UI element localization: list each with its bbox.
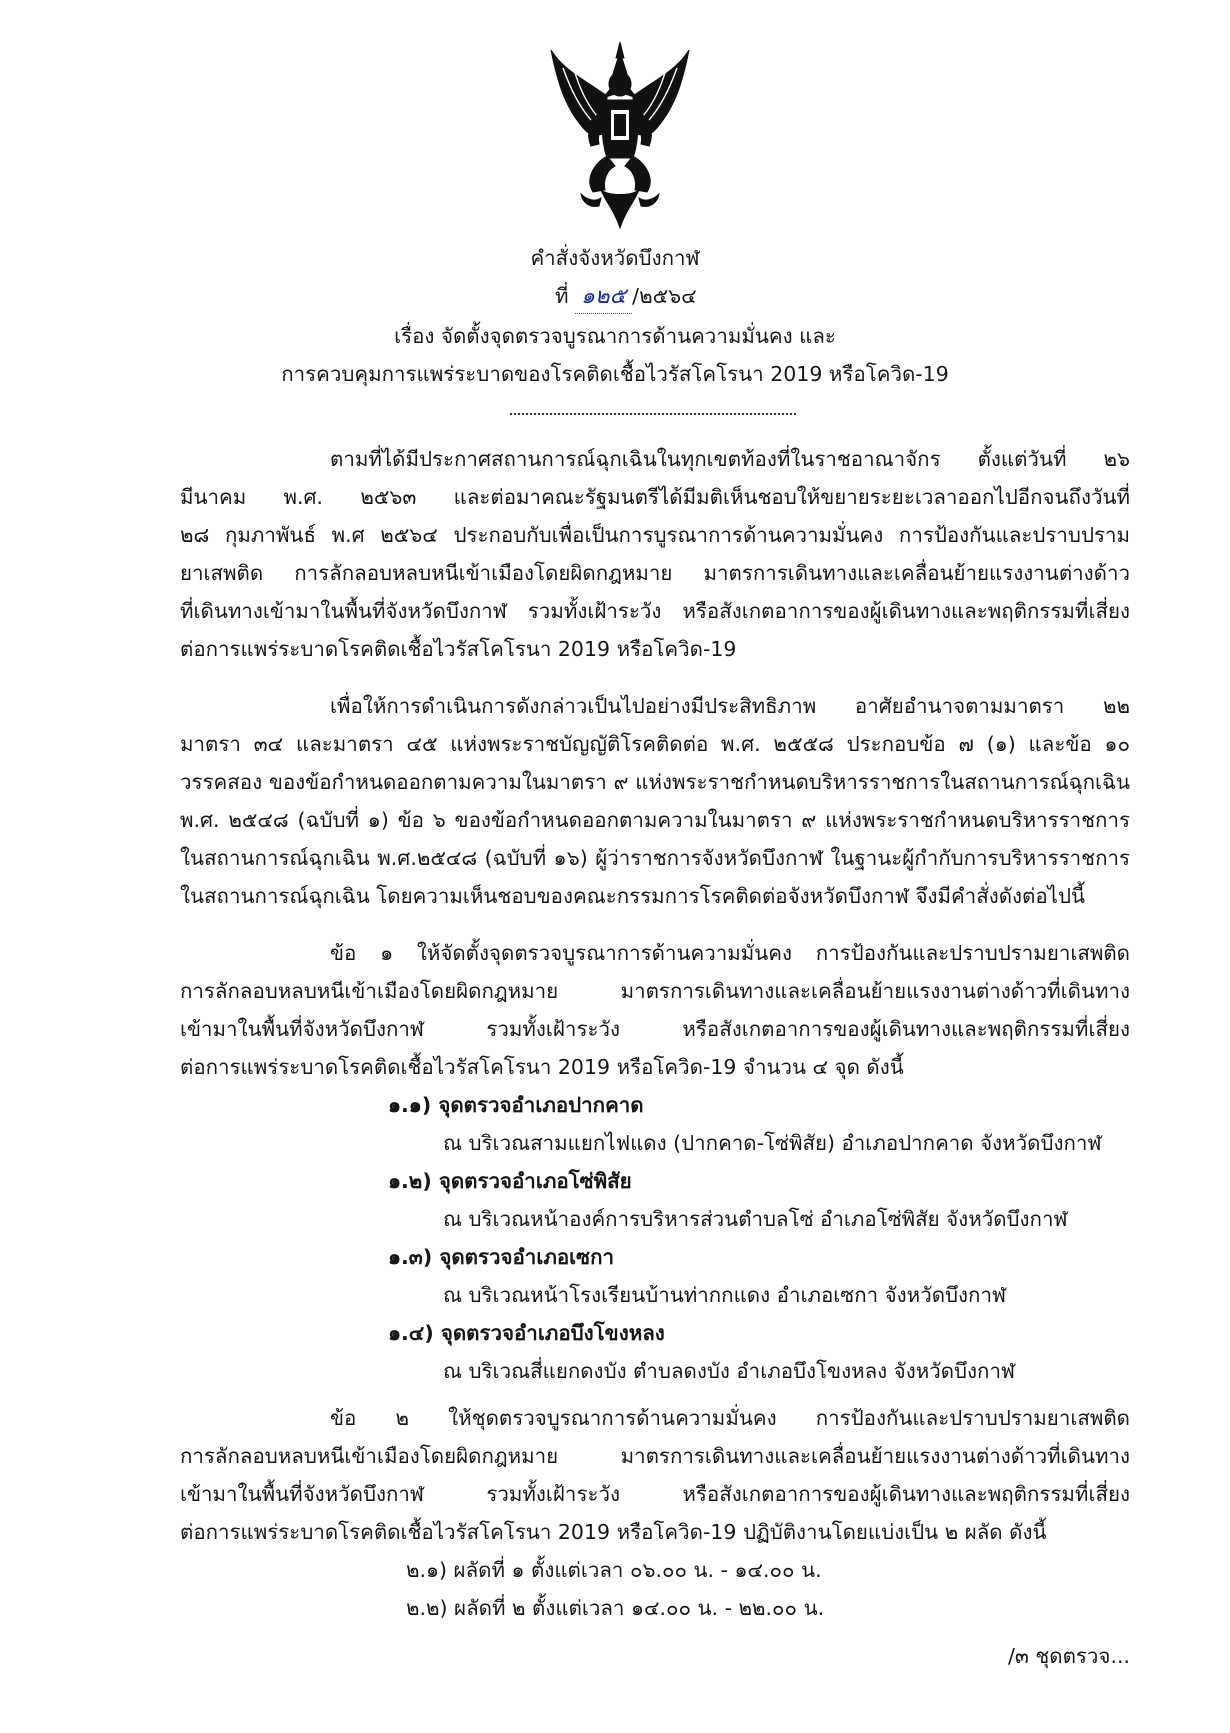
para2-line: มาตรา ๓๔ และมาตรา ๔๕ แห่งพระราชบัญญัติโรคติดต่อ พ.ศ. ๒๕๕๘ ประกอบข้อ ๗ (๑) และข้อ ๑๐: [180, 732, 1130, 756]
clause2-line: ต่อการแพร่ระบาดโรคติดเชื้อไวรัสโคโรนา 2019 หรือโควิด-19 ปฏิบัติงานโดยแบ่งเป็น ๒ ผลัด ดังนี้: [180, 1520, 1047, 1544]
para1-line: ๒๘ กุมภาพันธ์ พ.ศ ๒๕๖๔ ประกอบกับเพื่อเป็นการบูรณาการด้านความมั่นคง การป้องกันและปราบปราม: [180, 523, 1130, 547]
dotted-separator: [510, 413, 796, 415]
para2-line: เพื่อให้การดำเนินการดังกล่าวเป็นไปอย่างมีประสิทธิภาพ อาศัยอำนาจตามมาตรา ๒๒: [330, 694, 1130, 718]
clause1-line: ข้อ ๑ ให้จัดตั้งจุดตรวจบูรณาการด้านความมั่นคง การป้องกันและปราบปรามยาเสพติด: [330, 941, 1130, 965]
para2-line: วรรคสอง ของข้อกำหนดออกตามความในมาตรา ๙ แห่งพระราชกำหนดบริหารราชการในสถานการณ์ฉุกเฉิน: [180, 770, 1130, 794]
para2-line: พ.ศ. ๒๕๔๘ (ฉบับที่ ๑) ข้อ ๖ ของข้อกำหนดออกตามความในมาตรา ๙ แห่งพระราชกำหนดบริหารราชการ: [180, 808, 1130, 832]
checkpoint-title: ๑.๓) จุดตรวจอำเภอเซกา: [388, 1245, 614, 1269]
checkpoint-location: ณ บริเวณสามแยกไฟแดง (ปากคาด-โซ่พิสัย) อำเภอปากคาด จังหวัดบึงกาฬ: [443, 1131, 1102, 1155]
shift-line: ๒.๒) ผลัดที่ ๒ ตั้งแต่เวลา ๑๔.๐๐ น. - ๒๒.๐๐ น.: [406, 1596, 825, 1620]
shift-line: ๒.๑) ผลัดที่ ๑ ตั้งแต่เวลา ๐๖.๐๐ น. - ๑๔.๐๐ น.: [406, 1558, 822, 1582]
clause1-line: การลักลอบหลบหนีเข้าเมืองโดยผิดกฎหมาย มาตรการเดินทางและเคลื่อนย้ายแรงงานต่างด้าวที่เดินทาง: [180, 979, 1130, 1003]
para1-line: ยาเสพติด การลักลอบหลบหนีเข้าเมืองโดยผิดกฎหมาย มาตรการเดินทางและเคลื่อนย้ายแรงงานต่างด้าว: [180, 561, 1130, 585]
checkpoint-title: ๑.๒) จุดตรวจอำเภอโซ่พิสัย: [388, 1169, 632, 1193]
clause2-line: การลักลอบหลบหนีเข้าเมืองโดยผิดกฎหมาย มาตรการเดินทางและเคลื่อนย้ายแรงงานต่างด้าวที่เดินทาง: [180, 1444, 1130, 1468]
checkpoint-title: ๑.๑) จุดตรวจอำเภอปากคาด: [388, 1093, 644, 1117]
order-number: [555, 278, 697, 314]
clause2-line: ข้อ ๒ ให้ชุดตรวจบูรณาการด้านความมั่นคง การป้องกันและปราบปรามยาเสพติด: [330, 1406, 1130, 1430]
clause1-line: เข้ามาในพื้นที่จังหวัดบึงกาฬ รวมทั้งเฝ้าระวัง หรือสังเกตอาการของผู้เดินทางและพฤติกรรมที่เสี่ยง: [180, 1017, 1130, 1041]
order-number-handwritten: ๑๒๕: [575, 278, 632, 314]
para1-line: มีนาคม พ.ศ. ๒๕๖๓ และต่อมาคณะรัฐมนตรีได้มีมติเห็นชอบให้ขยายระยะเวลาออกไปอีกจนถึงวันที่: [180, 485, 1130, 509]
clause1-line: ต่อการแพร่ระบาดโรคติดเชื้อไวรัสโคโรนา 2019 หรือโควิด-19 จำนวน ๔ จุด ดังนี้: [180, 1055, 904, 1079]
para2-line: ในสถานการณ์ฉุกเฉิน พ.ศ.๒๕๔๘ (ฉบับที่ ๑๖) ผู้ว่าราชการจังหวัดบึงกาฬ ในฐานะผู้กำกับการบริหารราชการ: [180, 846, 1130, 870]
para1-line: ต่อการแพร่ระบาดโรคติดเชื้อไวรัสโคโรนา 2019 หรือโควิด-19: [180, 637, 737, 661]
order-number-suffix: /๒๕๖๔: [632, 284, 697, 308]
order-title: คำสั่งจังหวัดบึงกาฬ: [530, 246, 700, 270]
para2-line: ในสถานการณ์ฉุกเฉิน โดยความเห็นชอบของคณะกรรมการโรคติดต่อจังหวัดบึงกาฬ จึงมีคำสั่งดังต่อไปนี้: [180, 884, 1086, 908]
continuation-note: /๓ ชุดตรวจ...: [1007, 1644, 1130, 1668]
checkpoint-location: ณ บริเวณสี่แยกดงบัง ตำบลดงบัง อำเภอบึงโขงหลง จังหวัดบึงกาฬ: [443, 1359, 1015, 1383]
checkpoint-location: ณ บริเวณหน้าองค์การบริหารส่วนตำบลโซ่ อำเภอโซ่พิสัย จังหวัดบึงกาฬ: [443, 1207, 1068, 1231]
para1-line: ตามที่ได้มีประกาศสถานการณ์ฉุกเฉินในทุกเขตท้องที่ในราชอาณาจักร ตั้งแต่วันที่ ๒๖: [330, 447, 1130, 471]
para1-line: ที่เดินทางเข้ามาในพื้นที่จังหวัดบึงกาฬ รวมทั้งเฝ้าระวัง หรือสังเกตอาการของผู้เดินทางและพฤติกรรมที่เสี่ยง: [180, 599, 1130, 623]
subject-line-2: การควบคุมการแพร่ระบาดของโรคติดเชื้อไวรัสโคโรนา 2019 หรือโควิด-19: [281, 362, 949, 386]
clause2-line: เข้ามาในพื้นที่จังหวัดบึงกาฬ รวมทั้งเฝ้าระวัง หรือสังเกตอาการของผู้เดินทางและพฤติกรรมที่เสี่ยง: [180, 1482, 1130, 1506]
order-number-prefix: ที่: [555, 284, 569, 308]
checkpoint-location: ณ บริเวณหน้าโรงเรียนบ้านท่ากกแดง อำเภอเซกา จังหวัดบึงกาฬ: [443, 1283, 1006, 1307]
subject-line-1: เรื่อง จัดตั้งจุดตรวจบูรณาการด้านความมั่นคง และ: [394, 324, 836, 348]
checkpoint-title: ๑.๔) จุดตรวจอำเภอบึงโขงหลง: [388, 1321, 665, 1345]
garuda-emblem-icon: [545, 40, 695, 230]
